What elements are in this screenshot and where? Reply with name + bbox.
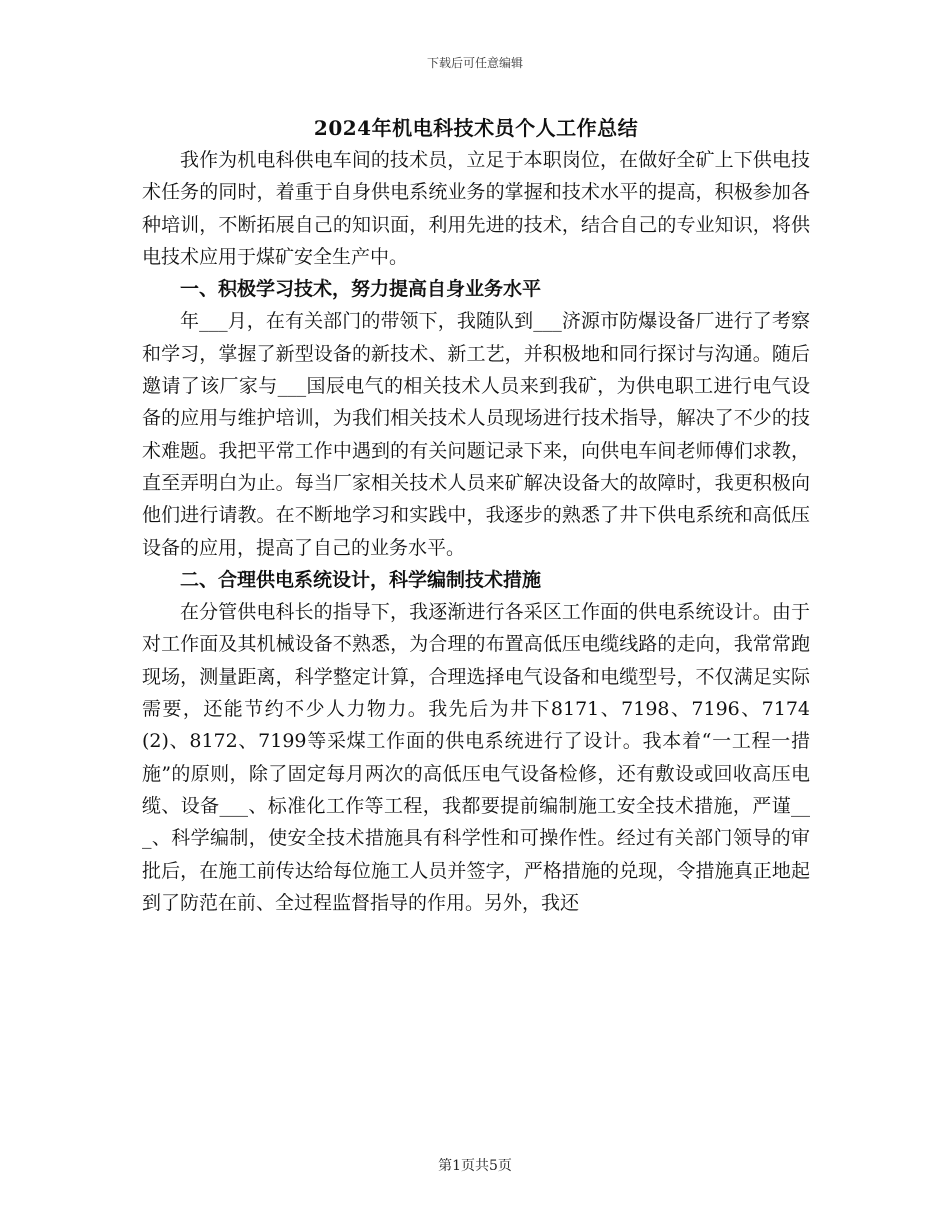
section-1-heading: 一、积极学习技术，努力提高自身业务水平 [180, 278, 542, 301]
document-body [142, 112, 810, 919]
section-1-paragraph: 年___月，在有关部门的带领下，我随队到___济源市防爆设备厂进行了考察和学习，掌握了新型设备的新技术、新工艺，并积极地和同行探讨与沟通。随后邀请了该厂家与___国辰电气的相关技术人员来到我矿，为供电职工进行电气设备的应用与维护培训，为我们相关技术人员现场进行技术指导，解决了不少的技术难题。我把平常工作中遇到的有关问题记录下来，向供电车间老师傅们求教，直至弄明白为止。每当厂家相关技术人员来矿解决设备大的故障时，我更积极向他们进行请教。在不断地学习和实践中，我逐步的熟悉了井下供电系统和高低压设备的应用，提高了自己的业务水平。 [142, 310, 810, 559]
download-note: 下载后可任意编辑 [426, 56, 523, 70]
section-2-heading: 二、合理供电系统设计，科学编制技术措施 [180, 568, 542, 591]
section-2-paragraph: 在分管供电科长的指导下，我逐渐进行各采区工作面的供电系统设计。由于对工作面及其机械设备不熟悉，为合理的布置高低压电缆线路的走向，我常常跑现场，测量距离，科学整定计算，合理选择电气设备和电缆型号，不仅满足实际需要，还能节约不少人力物力。我先后为井下8171、7198、7196、7174(2)、8172、7199等采煤工作面的供电系统进行了设计。我本着“一工程一措施”的原则，除了固定每月两次的高低压电气设备检修，还有敷设或回收高压电缆、设备___、标准化工作等工程，我都要提前编制施工安全技术措施，严谨___、科学编制，使安全技术措施具有科学性和可操作性。经过有关部门领导的审批后，在施工前传达给每位施工人员并签字，严格措施的兑现，令措施真正地起到了防范在前、全过程监督指导的作用。另外，我还 [142, 601, 810, 914]
document-title: 2024年机电科技术员个人工作总结 [313, 116, 639, 140]
page-number: 第1页共5页 [438, 1158, 512, 1174]
intro-paragraph: 我作为机电科供电车间的技术员，立足于本职岗位，在做好全矿上下供电技术任务的同时，着重于自身供电系统业务的掌握和技术水平的提高，积极参加各种培训，不断拓展自己的知识面，利用先进的技术，结合自己的专业知识，将供电技术应用于煤矿安全生产中。 [142, 149, 810, 268]
